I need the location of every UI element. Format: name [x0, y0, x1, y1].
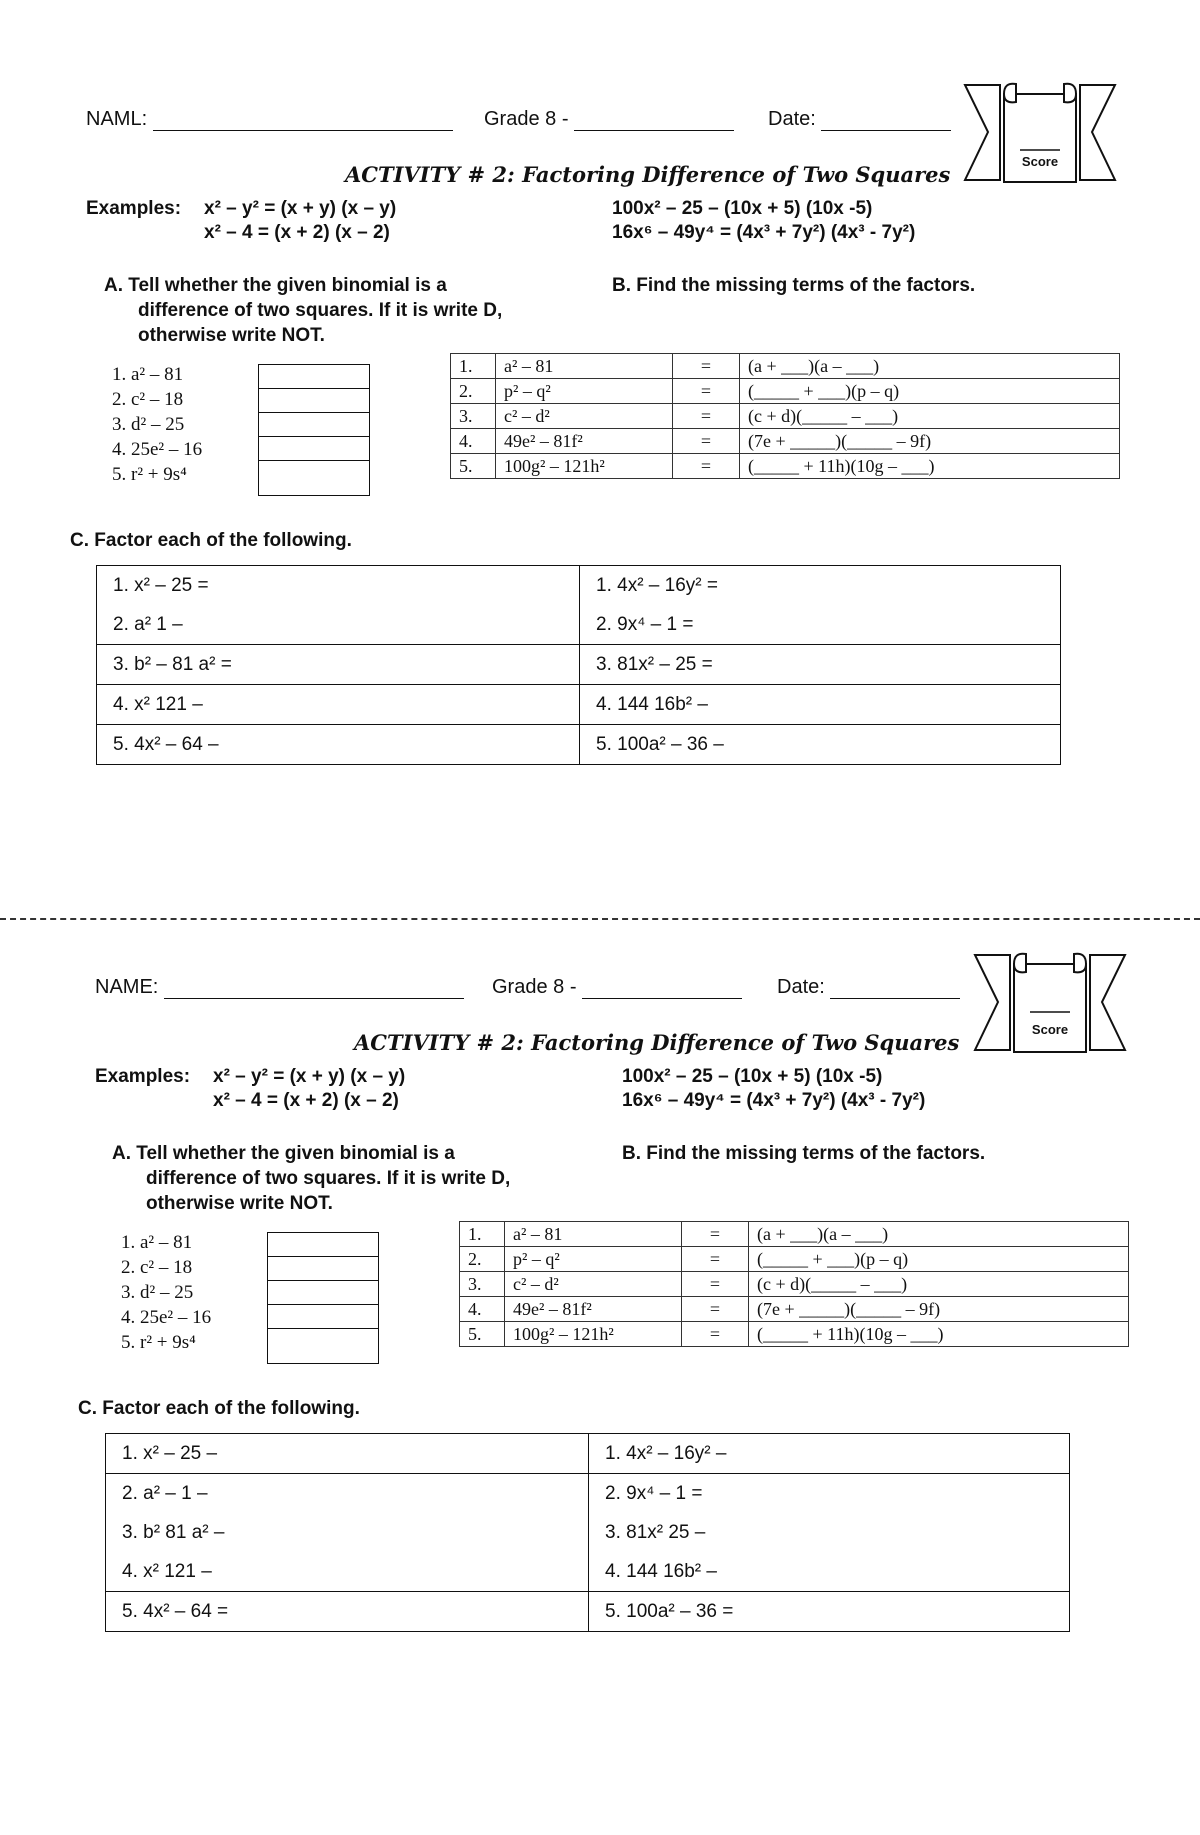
row-number: 4.	[451, 429, 496, 454]
table-row	[106, 1552, 1070, 1592]
list-item: 5. r² + 9s⁴	[112, 464, 187, 485]
missing-terms-table	[450, 353, 1120, 479]
section-a-line-3: otherwise write NOT.	[146, 1193, 333, 1214]
list-item: 2. c² – 18	[112, 389, 184, 410]
factors[interactable]: (_____ + ___)(p – q)	[749, 1247, 1129, 1272]
factors[interactable]: (7e + _____)(_____ – 9f)	[749, 1297, 1129, 1322]
table-row	[460, 1272, 1129, 1297]
examples-label: Examples:	[86, 198, 182, 219]
table-row	[460, 1247, 1129, 1272]
section-a-line-3: otherwise write NOT.	[138, 325, 325, 346]
row-number: 3.	[460, 1272, 505, 1297]
factor-item[interactable]: 2. 9x⁴ – 1 =	[580, 605, 1061, 645]
grade-field[interactable]	[484, 108, 734, 131]
factor-item[interactable]: 1. x² – 25 =	[97, 566, 580, 606]
factors[interactable]: (_____ + 11h)(10g – ___)	[740, 454, 1120, 479]
factor-item[interactable]: 5. 4x² – 64 =	[106, 1592, 589, 1632]
name-field[interactable]	[86, 108, 453, 131]
equals: =	[673, 454, 740, 479]
name-label: NAML:	[86, 108, 148, 130]
table-row	[97, 645, 1061, 685]
list-item: 3. d² – 25	[112, 414, 185, 435]
table-row	[97, 725, 1061, 765]
row-number: 2.	[460, 1247, 505, 1272]
binomial: 49e² – 81f²	[496, 429, 673, 454]
examples-label: Examples:	[95, 1066, 191, 1087]
answer-box[interactable]	[259, 437, 369, 461]
example-right-1: 100x² – 25 – (10x + 5) (10x -5)	[612, 198, 873, 219]
section-a-line-1: A. Tell whether the given binomial is a	[104, 275, 447, 296]
example-left-1: x² – y² = (x + y) (x – y)	[213, 1066, 406, 1087]
binomial: 100g² – 121h²	[505, 1322, 682, 1347]
table-row	[451, 354, 1120, 379]
date-label: Date:	[777, 976, 825, 998]
factors[interactable]: (c + d)(_____ – ___)	[740, 404, 1120, 429]
example-right-2: 16x⁶ – 49y⁴ = (4x³ + 7y²) (4x³ - 7y²)	[622, 1090, 926, 1111]
answer-box[interactable]	[268, 1305, 378, 1329]
equals: =	[673, 379, 740, 404]
binomial: 49e² – 81f²	[505, 1297, 682, 1322]
section-a-line-2: difference of two squares. If it is write D,	[146, 1168, 511, 1189]
table-row	[460, 1297, 1129, 1322]
section-b-instruction: B. Find the missing terms of the factors.	[622, 1143, 986, 1164]
section-a-list	[112, 362, 202, 487]
table-row	[451, 454, 1120, 479]
equals: =	[682, 1247, 749, 1272]
factor-item[interactable]: 4. x² 121 –	[97, 685, 580, 725]
section-b-instruction: B. Find the missing terms of the factors.	[612, 275, 976, 296]
name-field[interactable]	[95, 976, 464, 999]
table-row	[460, 1222, 1129, 1247]
factor-item[interactable]: 1. 4x² – 16y² –	[589, 1434, 1070, 1474]
table-row	[460, 1322, 1129, 1347]
factor-item[interactable]: 2. a² 1 –	[97, 605, 580, 645]
date-blank[interactable]	[830, 980, 960, 999]
factors[interactable]: (a + ___)(a – ___)	[749, 1222, 1129, 1247]
factor-item[interactable]: 2. a² – 1 –	[106, 1474, 589, 1514]
score-label: Score	[1031, 1022, 1069, 1037]
binomial: c² – d²	[496, 404, 673, 429]
score-banner-icon	[970, 950, 1130, 1055]
answer-box[interactable]	[268, 1281, 378, 1305]
table-row	[97, 605, 1061, 645]
date-label: Date:	[768, 108, 816, 130]
equals: =	[682, 1322, 749, 1347]
list-item: 4. 25e² – 16	[121, 1307, 212, 1328]
factor-item[interactable]: 1. 4x² – 16y² =	[580, 566, 1061, 606]
section-c-instruction: C. Factor each of the following.	[70, 530, 352, 551]
binomial: c² – d²	[505, 1272, 682, 1297]
name-blank[interactable]	[153, 112, 453, 131]
activity-title: ACTIVITY # 2: Factoring Difference of Two Squares	[354, 1030, 960, 1055]
section-c-instruction: C. Factor each of the following.	[78, 1398, 360, 1419]
date-blank[interactable]	[821, 112, 951, 131]
table-row	[451, 379, 1120, 404]
equals: =	[682, 1272, 749, 1297]
factor-item[interactable]: 3. b² 81 a² –	[106, 1513, 589, 1552]
answer-boxes[interactable]	[267, 1232, 379, 1364]
factor-item[interactable]: 3. 81x² 25 –	[589, 1513, 1070, 1552]
factor-item[interactable]: 5. 4x² – 64 –	[97, 725, 580, 765]
factor-item[interactable]: 5. 100a² – 36 =	[589, 1592, 1070, 1632]
factor-item[interactable]: 1. x² – 25 –	[106, 1434, 589, 1474]
section-a-line-1: A. Tell whether the given binomial is a	[112, 1143, 455, 1164]
grade-label: Grade 8 -	[492, 976, 577, 998]
factor-item[interactable]: 5. 100a² – 36 –	[580, 725, 1061, 765]
factor-item[interactable]: 4. x² 121 –	[106, 1552, 589, 1592]
example-left-2: x² – 4 = (x + 2) (x – 2)	[204, 222, 390, 243]
binomial: p² – q²	[505, 1247, 682, 1272]
binomial: a² – 81	[496, 354, 673, 379]
equals: =	[673, 404, 740, 429]
equals: =	[682, 1297, 749, 1322]
equals: =	[682, 1222, 749, 1247]
factor-item[interactable]: 4. 144 16b² –	[580, 685, 1061, 725]
table-row	[106, 1513, 1070, 1552]
table-row	[106, 1474, 1070, 1514]
binomial: 100g² – 121h²	[496, 454, 673, 479]
factor-item[interactable]: 4. 144 16b² –	[589, 1552, 1070, 1592]
missing-terms-table	[459, 1221, 1129, 1347]
example-right-2: 16x⁶ – 49y⁴ = (4x³ + 7y²) (4x³ - 7y²)	[612, 222, 916, 243]
example-left-2: x² – 4 = (x + 2) (x – 2)	[213, 1090, 399, 1111]
section-a-instruction	[104, 273, 574, 348]
table-row	[97, 685, 1061, 725]
list-item: 1. a² – 81	[112, 364, 184, 385]
list-item: 3. d² – 25	[121, 1282, 194, 1303]
answer-box[interactable]	[259, 413, 369, 437]
table-row	[97, 566, 1061, 606]
example-left-1: x² – y² = (x + y) (x – y)	[204, 198, 397, 219]
factors[interactable]: (_____ + 11h)(10g – ___)	[749, 1322, 1129, 1347]
name-blank[interactable]	[164, 980, 464, 999]
binomial: p² – q²	[496, 379, 673, 404]
table-row	[106, 1434, 1070, 1474]
binomial: a² – 81	[505, 1222, 682, 1247]
answer-boxes[interactable]	[258, 364, 370, 496]
answer-box[interactable]	[259, 365, 369, 389]
table-row	[451, 429, 1120, 454]
factors[interactable]: (c + d)(_____ – ___)	[749, 1272, 1129, 1297]
factor-item[interactable]: 2. 9x⁴ – 1 =	[589, 1474, 1070, 1514]
section-a-list	[121, 1230, 211, 1355]
name-label: NAME:	[95, 976, 159, 998]
row-number: 2.	[451, 379, 496, 404]
row-number: 4.	[460, 1297, 505, 1322]
table-row	[451, 404, 1120, 429]
activity-title: ACTIVITY # 2: Factoring Difference of Two Squares	[345, 162, 951, 187]
factor-item[interactable]: 3. b² – 81 a² =	[97, 645, 580, 685]
table-row	[106, 1592, 1070, 1632]
list-item: 1. a² – 81	[121, 1232, 193, 1253]
list-item: 5. r² + 9s⁴	[121, 1332, 196, 1353]
score-banner-icon	[960, 80, 1120, 185]
date-field[interactable]	[777, 976, 960, 999]
answer-box[interactable]	[268, 1257, 378, 1281]
list-item: 2. c² – 18	[121, 1257, 193, 1278]
grade-label: Grade 8 -	[484, 108, 569, 130]
section-a-instruction	[112, 1141, 582, 1216]
score-label: Score	[1021, 154, 1059, 169]
row-number: 5.	[460, 1322, 505, 1347]
answer-box[interactable]	[259, 389, 369, 413]
list-item: 4. 25e² – 16	[112, 439, 203, 460]
date-field[interactable]	[768, 108, 951, 131]
answer-box[interactable]	[268, 1233, 378, 1257]
equals: =	[673, 354, 740, 379]
grade-blank[interactable]	[582, 980, 742, 999]
factor-table	[105, 1433, 1070, 1632]
row-number: 1.	[460, 1222, 505, 1247]
worksheet-bottom	[0, 868, 1200, 1768]
factors[interactable]: (a + ___)(a – ___)	[740, 354, 1120, 379]
factors[interactable]: (7e + _____)(_____ – 9f)	[740, 429, 1120, 454]
worksheet-top	[0, 0, 1200, 900]
equals: =	[673, 429, 740, 454]
row-number: 1.	[451, 354, 496, 379]
factors[interactable]: (_____ + ___)(p – q)	[740, 379, 1120, 404]
grade-field[interactable]	[492, 976, 742, 999]
factor-table	[96, 565, 1061, 765]
grade-blank[interactable]	[574, 112, 734, 131]
row-number: 3.	[451, 404, 496, 429]
factor-item[interactable]: 3. 81x² – 25 =	[580, 645, 1061, 685]
row-number: 5.	[451, 454, 496, 479]
example-right-1: 100x² – 25 – (10x + 5) (10x -5)	[622, 1066, 883, 1087]
section-a-line-2: difference of two squares. If it is write D,	[138, 300, 503, 321]
